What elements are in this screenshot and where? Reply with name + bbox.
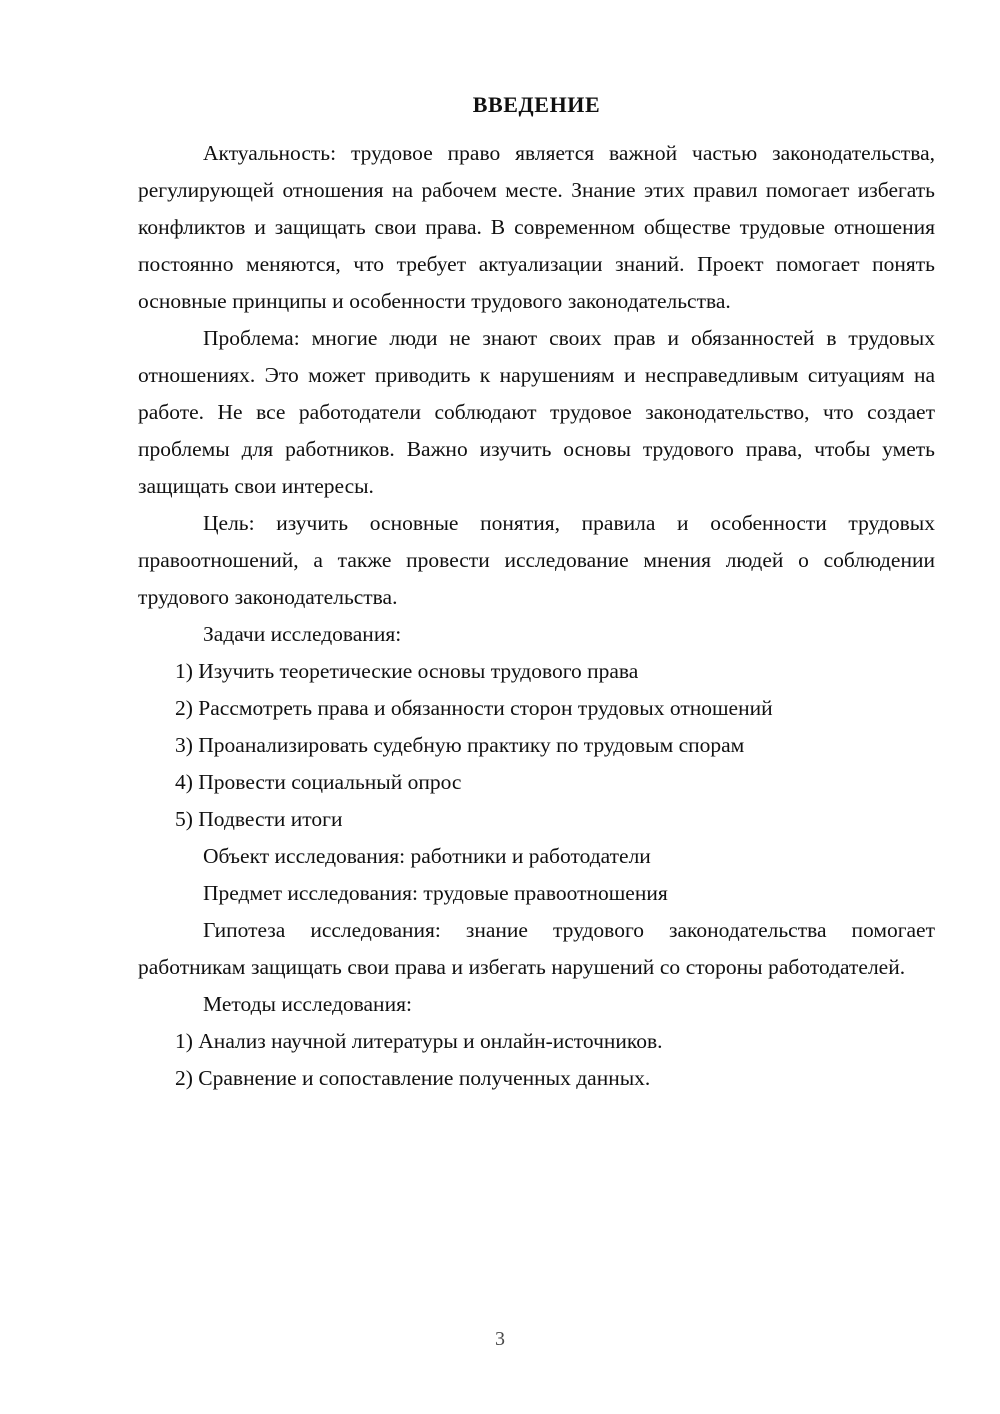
methods-list: [138, 1023, 935, 1097]
list-item: 1) Изучить теоретические основы трудового права: [175, 659, 639, 683]
list-item: 2) Сравнение и сопоставление полученных данных.: [175, 1066, 651, 1090]
list-item: 5) Подвести итоги: [175, 807, 343, 831]
paragraph-subject: Предмет исследования: трудовые правоотношения: [203, 881, 668, 905]
heading-methods: Методы исследования:: [203, 992, 412, 1016]
paragraph-hypothesis: Гипотеза исследования: знание трудового законодательства помогает работникам защищать свои права и избегать нарушений со стороны работодателей.: [138, 918, 935, 979]
heading-tasks: Задачи исследования:: [203, 622, 402, 646]
paragraph-problem: Проблема: многие люди не знают своих прав и обязанностей в трудовых отношениях. Это может приводить к нарушениям и несправедливым ситуациям на работе. Не все работодатели соблюдают трудовое законодательство, что создает проблемы для работников. Важно изучить основы трудового права, чтобы уметь защищать свои интересы.: [138, 326, 935, 498]
page-title: ВВЕДЕНИЕ: [472, 92, 601, 117]
tasks-list: [138, 653, 935, 838]
list-item: 4) Провести социальный опрос: [175, 770, 462, 794]
list-item: 1) Анализ научной литературы и онлайн-источников.: [175, 1029, 663, 1053]
document-body: [138, 88, 935, 1097]
paragraph-object: Объект исследования: работники и работодатели: [203, 844, 651, 868]
list-item: 2) Рассмотреть права и обязанности сторон трудовых отношений: [175, 696, 773, 720]
page-number: 3: [495, 1328, 505, 1350]
paragraph-goal: Цель: изучить основные понятия, правила и особенности трудовых правоотношений, а также провести исследование мнения людей о соблюдении трудового законодательства.: [138, 511, 935, 609]
list-item: 3) Проанализировать судебную практику по трудовым спорам: [175, 733, 745, 757]
paragraph-relevance: Актуальность: трудовое право является важной частью законодательства, регулирующей отношения на рабочем месте. Знание этих правил помогает избегать конфликтов и защищать свои права. В современном обществе трудовые отношения постоянно меняются, что требует актуализации знаний. Проект помогает понять основные принципы и особенности трудового законодательства.: [138, 141, 935, 313]
